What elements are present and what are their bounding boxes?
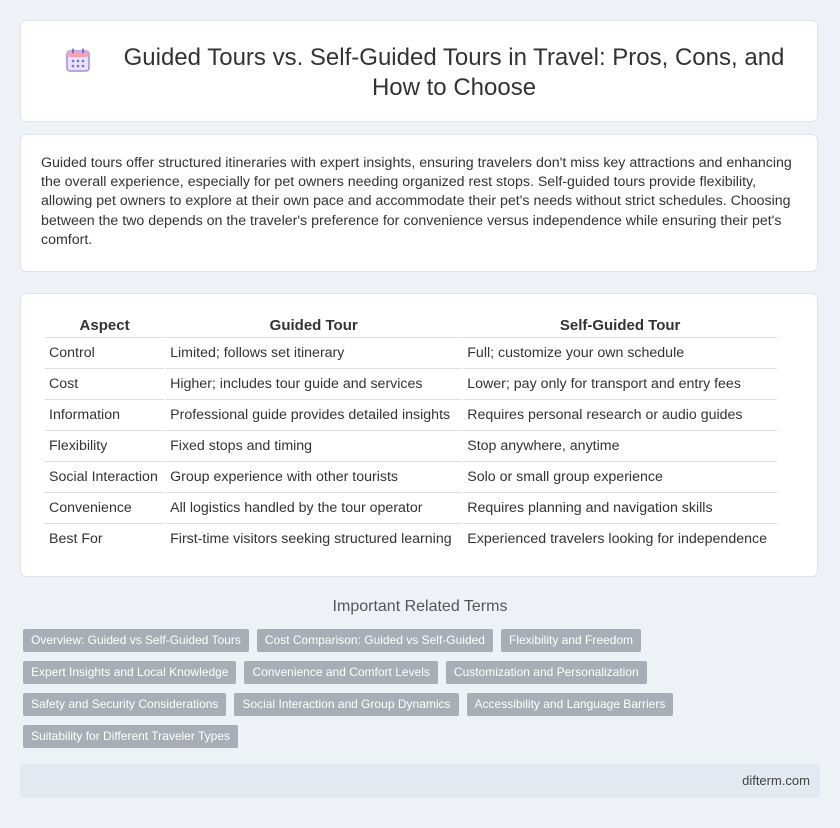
- table-row: [45, 369, 777, 400]
- related-term-tag[interactable]: Expert Insights and Local Knowledge: [23, 661, 236, 684]
- related-term-tag[interactable]: Customization and Personalization: [446, 661, 647, 684]
- cell-self-guided: Requires personal research or audio guides: [463, 400, 777, 431]
- related-term-tag[interactable]: Cost Comparison: Guided vs Self-Guided: [257, 629, 493, 652]
- cell-guided: Higher; includes tour guide and services: [166, 369, 461, 400]
- related-term-tag[interactable]: Accessibility and Language Barriers: [467, 693, 674, 716]
- related-term-tag[interactable]: Safety and Security Considerations: [23, 693, 226, 716]
- cell-guided: Limited; follows set itinerary: [166, 338, 461, 369]
- cell-guided: Fixed stops and timing: [166, 431, 461, 462]
- related-terms-heading: Important Related Terms: [332, 598, 508, 615]
- cell-guided: Professional guide provides detailed insights: [166, 400, 461, 431]
- header-aspect: Aspect: [45, 314, 164, 338]
- table-row: [45, 462, 777, 493]
- header-self-guided: Self-Guided Tour: [463, 314, 777, 338]
- header-guided: Guided Tour: [166, 314, 461, 338]
- cell-aspect: Flexibility: [45, 431, 164, 462]
- table-header-row: [45, 314, 777, 338]
- cell-aspect: Control: [45, 338, 164, 369]
- cell-self-guided: Full; customize your own schedule: [463, 338, 777, 369]
- cell-self-guided: Requires planning and navigation skills: [463, 493, 777, 524]
- cell-aspect: Cost: [45, 369, 164, 400]
- cell-aspect: Convenience: [45, 493, 164, 524]
- footer: [20, 764, 820, 798]
- cell-aspect: Information: [45, 400, 164, 431]
- comparison-card: [20, 293, 818, 577]
- cell-guided: First-time visitors seeking structured learning: [170, 531, 452, 547]
- cell-self-guided: Stop anywhere, anytime: [463, 431, 777, 462]
- intro-card: [20, 134, 818, 272]
- page-title: Guided Tours vs. Self-Guided Tours in Travel: Pros, Cons, and How to Choose: [123, 44, 785, 101]
- table-row: [45, 431, 777, 462]
- related-terms-list: [23, 629, 803, 748]
- comparison-table: [43, 314, 779, 554]
- cell-self-guided: Lower; pay only for transport and entry fees: [463, 369, 777, 400]
- footer-site[interactable]: difterm.com: [742, 773, 810, 788]
- intro-paragraph: Guided tours offer structured itineraries with expert insights, ensuring travelers don't miss key attractions and enhancing the overall experience, especially for pet owners needing organized rest stops. Self-guided tours provide flexibility, allowing pet owners to explore at their own pace and accommodate their pet's needs without strict schedules. Choosing between the two depends on the traveler's preference for convenience versus independence while ensuring their pet's comfort.: [41, 155, 792, 248]
- cell-guided: All logistics handled by the tour operator: [166, 493, 461, 524]
- title-card: [20, 20, 818, 122]
- related-term-tag[interactable]: Overview: Guided vs Self-Guided Tours: [23, 629, 249, 652]
- table-row: [45, 338, 777, 369]
- cell-self-guided: Experienced travelers looking for independence: [467, 531, 767, 547]
- related-term-tag[interactable]: Flexibility and Freedom: [501, 629, 641, 652]
- table-row: [45, 493, 777, 524]
- related-term-tag[interactable]: Social Interaction and Group Dynamics: [234, 693, 458, 716]
- table-row: [45, 524, 777, 554]
- related-term-tag[interactable]: Suitability for Different Traveler Types: [23, 725, 238, 748]
- table-row: [45, 400, 777, 431]
- cell-self-guided: Solo or small group experience: [463, 462, 777, 493]
- cell-aspect: Best For: [49, 531, 103, 547]
- related-term-tag[interactable]: Convenience and Comfort Levels: [244, 661, 437, 684]
- cell-aspect: Social Interaction: [45, 462, 164, 493]
- cell-guided: Group experience with other tourists: [166, 462, 461, 493]
- calendar-icon: [65, 47, 91, 73]
